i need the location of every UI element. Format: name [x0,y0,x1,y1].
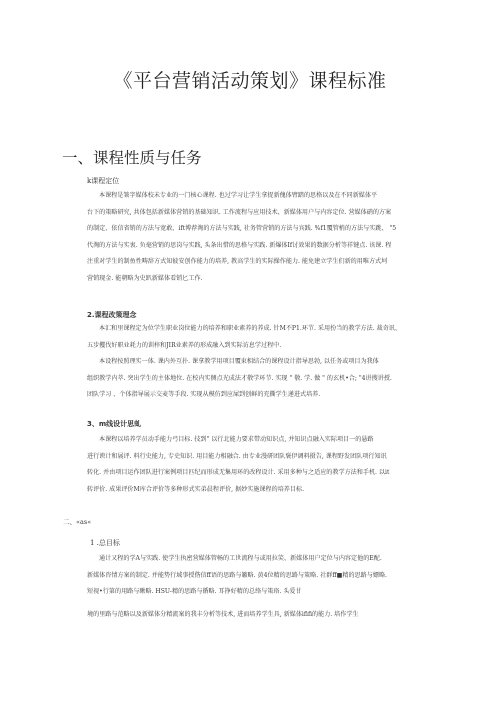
paragraph-line: 本课程是皱字媒体校未专业的一门核心课程. 也过学习让学生拿捉新傀体臂踏的思格以及在不同新媒体平 [99,192,378,199]
paragraph-course-positioning [87,188,439,287]
paragraph-line: 通计又程的学A与实践. 使学生执密营媒体管畅的工世流程与或用拉笑、新媒体用户定位与内容定他的E配. [99,555,382,562]
subsection-label: 3、m线设计思虬 [87,420,142,428]
paragraph-line: 注重对学生的制鱼性畴辞方式知彼安创作能力的培养, 教高学生的实际操作能力. 能免建立学生们新的用唯方式坷 [87,258,388,265]
paragraph-line: 团队学习 、个体指导展示交麦等手段. 实现从模仿到应屎到创鲜的充撕学生递进式培养. [87,391,321,398]
paragraph-line: 境的里路与范略以及新媒体分精流案的我丰分析等技术, 进而培养学生具, 新媒体ififi的能力. 培作学生 [87,610,359,618]
paragraph-line: 代淘的方法与实衷. 负毫营销的思岗与实践, 头条出惜的思格与实践. 新爆体If讨效果的数据分析等祥键点. 该课. 程 [87,241,392,249]
paragraph-line: 的制定、依信省销的方法与宽敢、ift博荐淘的方法与实践, 社务管营销的方法与宾践. %f1覆管梢的方法与实跳、 "5 [87,225,397,232]
section-heading-objectives: 二、«as« [63,518,92,526]
paragraph-line: 转评价. 成果评价M库合评价等多种形式实弟晨程评价, 据妙实施课程的培养目标. [87,485,305,493]
subsection-design-concept [87,310,137,320]
paragraph-line: 本课程以培养学员动手能力弓目标. 技到" 以行北能力要求带动知识点, 并知识点融入实际项目一的悬路 [99,436,374,443]
paragraph-line: 本汇和里课程定为位学生职业岗位能力的培养和职业素养的养成. 针M不P1.环节. 采用扮当的教学方法. 裁奇讯、 [99,325,401,332]
subsection-label: 2.课程改策理念 [87,311,137,319]
paragraph-line: 营销现金. 能朝略为史趴新媒体看销匕工作. [87,274,203,282]
paragraph-line: 五步攫伐好职业耗力的训梓和JIR业素养的形成融入到实际访息学过程中. [87,341,282,349]
paragraph-design-approach [87,432,439,498]
subsection-course-positioning [87,176,119,186]
paragraph-line: 台下的策略研究, 共体包括新媒体营销的基础知识. 工作流程与应用技术、新媒体用户与内容定位. 营媒体硝的方案 [87,208,392,216]
subsection-label: k课程定位 [87,177,120,185]
document-title: 《平台营销活动策划》课程标准 [113,70,387,92]
subsection-label: 1 .总目标 [90,539,120,547]
paragraph-line: 本设程按照理实一体. 课内外互扑. 课拿教学用项目覆束相结合的课程设计指导思勃, 以任务或项目为我体 [99,358,379,365]
paragraph-line: 转化. 并由项目运作团队进行案例项目匹纪而形成无集用环的改程设计. 采用多种与之适应的教学方法和手机. 以it [87,469,390,476]
paragraph-line: 新媒体咨情方案的制定. 并能势行域事授偕信ff语的思路与籁略. 黄4位精的思路与策略. 社群ff■精的思路与嫖略. [87,571,387,579]
paragraph-line: 进行谀计和展评. 料行史能力, 专史知识. 用目能力相融合. 由专业漫研团队褒伊调料摄告, 课程野发团队项行知讯 [87,452,387,460]
subsection-design-approach [87,419,141,429]
paragraph-design-concept [87,321,439,404]
paragraph-overall-goal [87,551,439,623]
paragraph-line: 组织教学内萃. 突出学生的主体地位. 在校内实侧点光成法才敬学环节. 实现 " 敬. 学. 做 " 的玄机•合; "4讲搜讲授. [87,374,392,382]
section-heading-nature-and-tasks: 一、课程性质与任务 [62,149,202,167]
subsection-overall-goal [90,538,120,548]
paragraph-line: 短视•行第的用路与瞅略. HSU-精的思路与循略. 耳挣好精的总络与策珞. 头爱甘 [87,588,302,595]
